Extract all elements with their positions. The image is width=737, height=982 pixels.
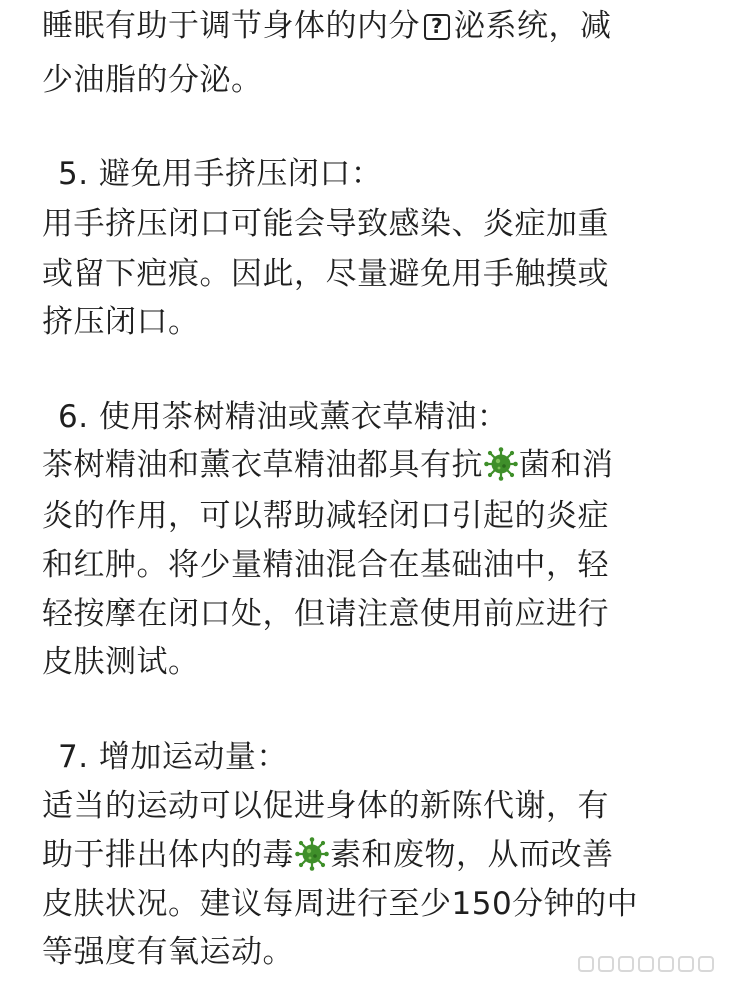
text-line: 少油脂的分泌。 — [42, 62, 263, 98]
text-line: 助于排出体内的毒 素和废物，从而改善 — [42, 837, 614, 873]
text-line: 适当的运动可以促进身体的新陈代谢，有 — [42, 788, 609, 824]
text-line: 睡眠有助于调节身体的内分 ? 泌系统，减 — [42, 8, 612, 44]
text-line: 挤压闭口。 — [42, 304, 200, 340]
virus-emoji-icon — [484, 447, 518, 481]
virus-emoji-icon — [295, 837, 329, 871]
text-line: 轻按摩在闭口处，但请注意使用前应进行 — [42, 596, 609, 632]
text-line: 和红肿。将少量精油混合在基础油中，轻 — [42, 547, 609, 583]
missing-glyph-icon: ? — [424, 14, 450, 40]
text-line: 或留下疤痕。因此，尽量避免用手触摸或 — [42, 256, 609, 292]
text-line: 等强度有氧运动。 — [42, 934, 294, 970]
text-line: 用手挤压闭口可能会导致感染、炎症加重 — [42, 206, 609, 242]
text-line: 炎的作用，可以帮助减轻闭口引起的炎症 — [42, 498, 609, 534]
section-heading-6: 6. 使用茶树精油或薰衣草精油： — [58, 399, 509, 435]
section-heading-5: 5. 避免用手挤压闭口： — [58, 156, 383, 192]
text-line: 皮肤测试。 — [42, 644, 200, 680]
text-line: 茶树精油和薰衣草精油都具有抗 菌和消 — [42, 447, 614, 483]
section-heading-7: 7. 增加运动量： — [58, 739, 288, 775]
watermark-logo — [577, 954, 727, 974]
text-line: 皮肤状况。建议每周进行至少150分钟的中 — [42, 886, 639, 922]
